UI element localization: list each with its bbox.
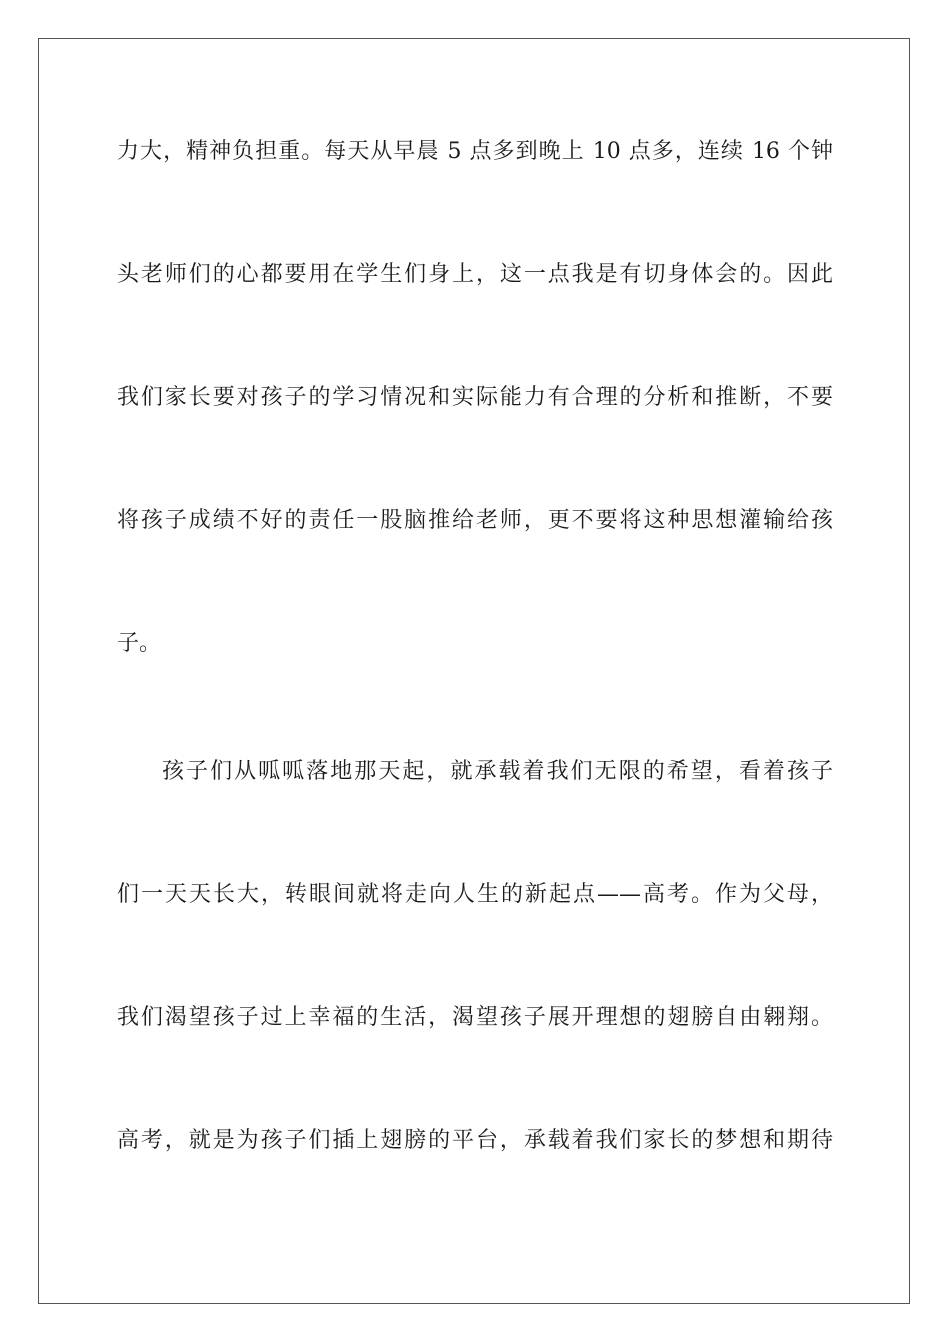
text-line-4: 将孩子成绩不好的责任一股脑推给老师，更不要将这种思想灌输给孩	[117, 508, 833, 533]
text-line-2: 头老师们的心都要用在学生们身上，这一点我是有切身体会的。因此	[117, 262, 833, 287]
text-line-1: 力大，精神负担重。每天从早晨 5 点多到晚上 10 点多，连续 16 个钟	[117, 139, 833, 164]
page-border	[38, 38, 910, 1304]
text-line-8: 我们渴望孩子过上幸福的生活，渴望孩子展开理想的翅膀自由翱翔。	[117, 1005, 833, 1030]
text-line-5: 子。	[117, 631, 162, 656]
text-line-9: 高考，就是为孩子们插上翅膀的平台，承载着我们家长的梦想和期待	[117, 1128, 833, 1153]
text-line-7: 们一天天长大，转眼间就将走向人生的新起点——高考。作为父母，	[117, 882, 833, 907]
text-line-6: 孩子们从呱呱落地那天起，就承载着我们无限的希望，看着孩子	[162, 759, 833, 784]
text-line-3: 我们家长要对孩子的学习情况和实际能力有合理的分析和推断，不要	[117, 385, 833, 410]
